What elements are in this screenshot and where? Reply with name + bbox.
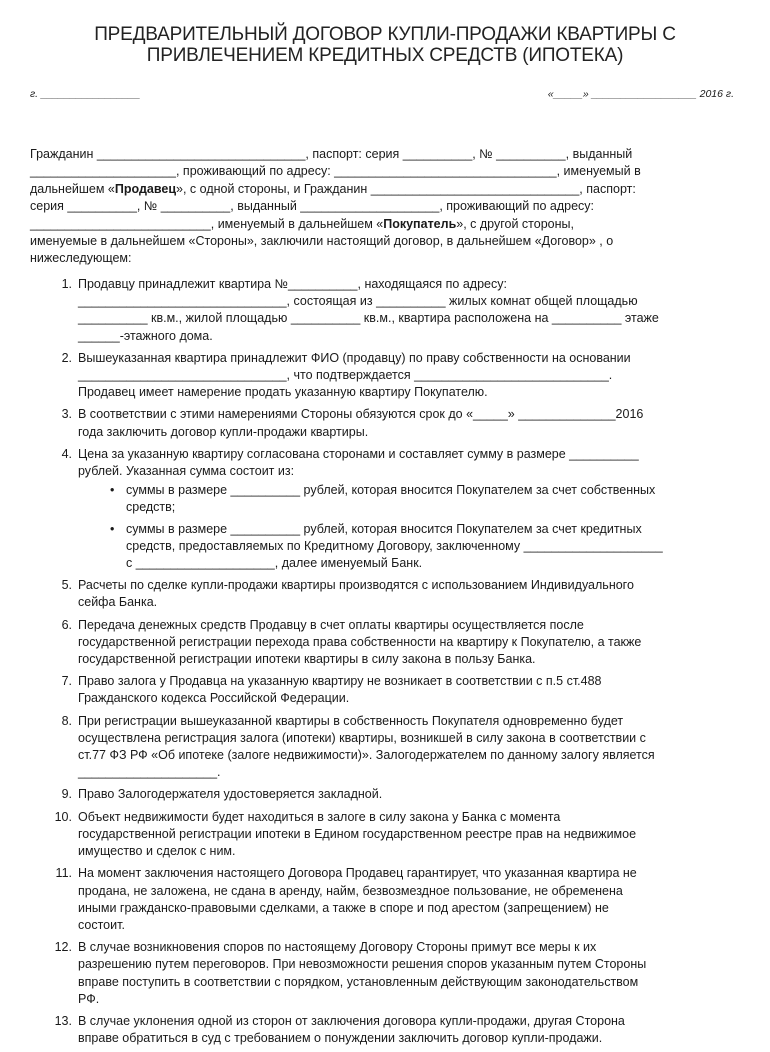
sub-list-line: суммы в размере __________ рублей, которая вносится Покупателем за счет собственных [126,483,656,498]
clause-number: 12. [54,940,72,955]
clause-number: 13. [54,1013,72,1028]
clause-number: 2. [61,350,72,365]
clause-line: вправе обратиться в суд с требованием о понуждении заключить договор купли-продажи. [78,1031,603,1046]
sub-list-item [78,482,750,516]
clause-line: Расчеты по сделке купли-продажи квартиры производятся с использованием Индивидуального [78,578,634,593]
sub-list-item [78,521,750,573]
clause-item [0,446,770,572]
clause-line: ____________________. [78,765,221,780]
document-title-line1: ПРЕДВАРИТЕЛЬНЫЙ ДОГОВОР КУПЛИ-ПРОДАЖИ КВАРТИРЫ С [94,24,676,45]
clause-line: ______-этажного дома. [78,328,213,343]
clause-number: 11. [55,866,72,881]
intro-line: нижеследующем: [30,251,132,266]
document-title-line2: ПРИВЛЕЧЕНИЕМ КРЕДИТНЫХ СРЕДСТВ (ИПОТЕКА) [146,45,624,66]
clause-line: Гражданского кодекса Российской Федерации. [78,691,350,706]
clause-line: Объект недвижимости будет находиться в залоге в силу закона у Банка с момента [78,809,561,824]
clause-line: иными гражданско-правовыми сделками, а также в споре и под арестом (запрещением) не [78,900,609,915]
sub-list-line: с ____________________, далее именуемый Банк. [126,556,423,571]
clause-line: ______________________________, что подтверждается ____________________________. [78,368,613,383]
contract-place: г. _________________ [30,88,141,100]
intro-text: », с одной стороны, и Гражданин ______________________________, паспорт: [176,181,636,196]
clause-number: 8. [61,713,72,728]
intro-text: », с другой стороны, [456,216,574,231]
buyer-term: Покупатель [383,216,457,231]
clause-line: ст.77 ФЗ РФ «Об ипотеке (залоге недвижимости)». Залогодержателем по данному залогу является [78,748,655,763]
sub-list-line: средств; [126,500,176,515]
clause-item [0,809,770,861]
clause-line: РФ. [78,991,100,1006]
contract-clauses [0,276,770,1052]
clause-line: разрешению путем переговоров. При невозможности решения споров указанным путем Стороны [78,957,647,972]
clause-item [0,350,770,402]
clause-item [0,939,770,1008]
intro-line: _____________________, проживающий по адресу: ________________________________, именуемый в [30,164,641,179]
clause-line: Вышеуказанная квартира принадлежит ФИО (продавцу) по праву собственности на основании [78,350,631,365]
clause-line: В случае уклонения одной из сторон от заключения договора купли-продажи, другая Сторона [78,1013,625,1028]
clause-number: 9. [61,787,72,802]
clause-item [0,406,770,440]
clause-line: государственной регистрации перехода права собственности на квартиру к Покупателю, а также [78,634,642,649]
clause-item [0,713,770,782]
sub-list [78,482,750,572]
clause-line: На момент заключения настоящего Договора Продавец гарантирует, что указанная квартира не [78,866,637,881]
clause-line: При регистрации вышеуказанной квартиры в собственность Покупателя одновременно будет [78,713,624,728]
clause-line: сейфа Банка. [78,595,158,610]
clause-line: Продавцу принадлежит квартира №__________, находящаяся по адресу: [78,277,507,291]
clause-number: 1. [61,277,72,291]
clause-item [0,577,770,611]
seller-term: Продавец [114,181,177,196]
clause-number: 6. [61,617,72,632]
bullet-icon: • [110,521,115,536]
intro-line [30,181,730,198]
clause-line: Передача денежных средств Продавцу в счет оплаты квартиры осуществляется после [78,617,584,632]
clause-line: государственной регистрации ипотеки в Едином государственном реестре прав на недвижимое [78,826,637,841]
intro-line: именуемые в дальнейшем «Стороны», заключили настоящий договор, в дальнейшем «Договор» , о [30,234,614,249]
clause-number: 4. [61,446,72,461]
clause-line: В случае возникновения споров по настоящему Договору Стороны примут все меры к их [78,940,597,955]
intro-line: серия __________, № __________, выданный ____________________, проживающий по адресу: [30,199,595,214]
clause-line: __________ кв.м., жилой площадью __________ кв.м., квартира расположена на __________ этаже [78,311,659,326]
clause-line: В соответствии с этими намерениями Стороны обязуются срок до «_____» ______________2016 [78,407,644,422]
clause-number: 10. [54,809,72,824]
sub-list-line: средств, предоставляемых по Кредитному Договору, заключенному ____________________ [126,538,663,553]
sub-list-line: суммы в размере __________ рублей, которая вносится Покупателем за счет кредитных [126,521,642,536]
clause-number: 5. [61,578,72,593]
clause-item [0,276,770,345]
clause-line: ______________________________, состоящая из __________ жилых комнат общей площадью [78,294,638,309]
contract-date: «_____» __________________ 2016 г. [547,88,734,100]
contract-intro [30,146,730,268]
bullet-icon: • [110,483,115,498]
clause-number: 7. [61,674,72,689]
clause-line: Право залога у Продавца на указанную квартиру не возникает в соответствии с п.5 ст.488 [78,674,602,689]
intro-line [30,216,730,233]
clause-item [0,617,770,669]
clause-line: продана, не заложена, не сдана в аренду, найм, безвозмездное пользование, не обременена [78,883,623,898]
clause-line: Продавец имеет намерение продать указанную квартиру Покупателю. [78,385,488,400]
clause-item [0,786,770,803]
clause-line: осуществлена регистрация залога (ипотеки) квартиры, возникшей в силу закона в соответствии с [78,730,646,745]
clause-line: имущество и сделок с ним. [78,844,236,859]
clause-number: 3. [61,407,72,422]
clause-line: Право Залогодержателя удостоверяется закладной. [78,787,383,802]
clause-item [0,865,770,934]
intro-text: __________________________, именуемый в дальнейшем « [30,216,384,231]
clause-line: года заключить договор купли-продажи квартиры. [78,424,369,439]
clause-line: государственной регистрации ипотеки квартиры в силу закона в пользу Банка. [78,652,536,667]
clause-item [0,1013,770,1047]
clause-item [0,673,770,707]
clause-line: вправе поступить в соответствии с порядком, установленным действующим законодательством [78,974,639,989]
clause-line: состоит. [78,917,125,932]
clause-line: Цена за указанную квартиру согласована сторонами и составляет сумму в размере __________ [78,446,639,461]
clause-line: рублей. Указанная сумма состоит из: [78,464,295,479]
intro-text: дальнейшем « [30,181,115,196]
intro-line: Гражданин ______________________________, паспорт: серия __________, № __________, выданный [30,147,633,161]
